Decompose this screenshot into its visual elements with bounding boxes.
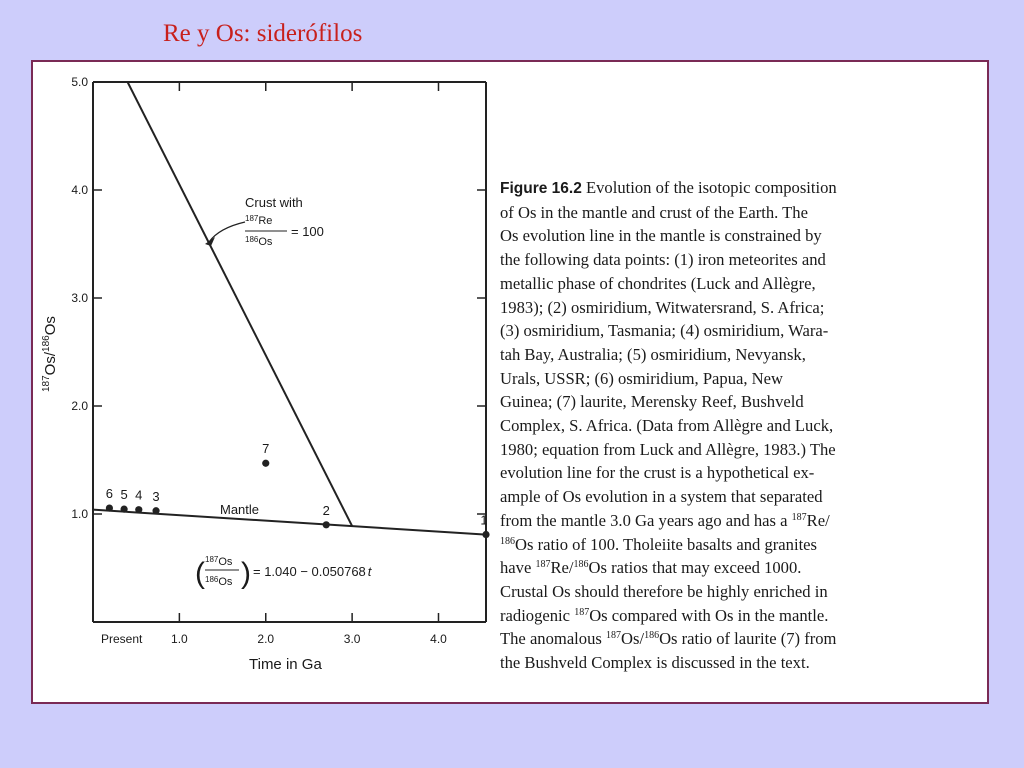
caption-line-20-mid: Os/ bbox=[621, 629, 645, 649]
caption-line-17-sup2: 186 bbox=[573, 559, 589, 571]
caption-line-15-post: Re/ bbox=[806, 510, 830, 530]
data-point-label-1: 1 bbox=[480, 512, 488, 528]
caption-line-3: Os evolution line in the mantle is constrained by bbox=[500, 226, 822, 246]
caption-line-9: Urals, USSR; (6) osmiridium, Papua, New bbox=[500, 368, 784, 388]
x-tick-label-1: 1.0 bbox=[171, 632, 188, 646]
series-label-mantle: Mantle bbox=[220, 502, 260, 517]
data-point-6 bbox=[106, 504, 113, 511]
y-axis-label-post: Os bbox=[42, 316, 59, 336]
equation-num: Os bbox=[218, 556, 233, 568]
data-point-4 bbox=[135, 506, 142, 513]
equation-den: Os bbox=[218, 576, 233, 588]
data-point-5 bbox=[120, 506, 127, 513]
equation-close-paren: ) bbox=[241, 557, 251, 590]
data-point-label-5: 5 bbox=[120, 487, 128, 503]
x-tick-label-2: 2.0 bbox=[257, 632, 275, 646]
x-tick-label-4: 4.0 bbox=[430, 632, 447, 646]
crust-label-line1: Crust with bbox=[245, 195, 303, 210]
y-axis-label-sup2: 186 bbox=[41, 335, 52, 352]
data-point-label-6: 6 bbox=[105, 486, 114, 502]
axis-ticks bbox=[71, 75, 486, 646]
equation-num-sup: 187 bbox=[205, 555, 219, 564]
svg-text:187Re bbox=[245, 214, 272, 227]
mantle-equation bbox=[195, 555, 373, 590]
data-point-label-2: 2 bbox=[322, 502, 330, 518]
caption-line-17-post: Os ratios that may exceed 1000. bbox=[588, 558, 802, 578]
caption-line-17-mid: Re/ bbox=[550, 558, 574, 578]
caption-line-15 bbox=[500, 509, 960, 533]
caption-line-15-sup: 187 bbox=[791, 511, 807, 523]
y-axis-label-mid: Os/ bbox=[42, 351, 59, 376]
caption-line-20-post: Os ratio of laurite (7) from bbox=[659, 629, 837, 649]
caption-line-5: metallic phase of chondrites (Luck and Allègre, bbox=[500, 273, 816, 293]
caption-line-1-rest: Evolution of the isotopic composition bbox=[581, 178, 837, 197]
y-tick-label-0: 1.0 bbox=[71, 507, 88, 521]
caption-line-17-pre: have bbox=[500, 558, 536, 578]
caption-line-20-pre: The anomalous bbox=[500, 629, 606, 649]
chart-series bbox=[93, 82, 486, 535]
x-axis-label: Time in Ga bbox=[249, 656, 322, 673]
data-point-1 bbox=[482, 531, 489, 538]
caption-line-19-pre: radiogenic bbox=[500, 605, 575, 625]
crust-ratio-label bbox=[245, 214, 324, 248]
svg-text:= 1.040 − 0.050768t bbox=[253, 564, 373, 579]
x-tick-label-3: 3.0 bbox=[343, 632, 361, 646]
figure-box bbox=[31, 60, 989, 704]
slide-title: Re y Os: siderófilos bbox=[163, 20, 363, 47]
caption-line-19 bbox=[500, 604, 960, 628]
figure-caption bbox=[500, 176, 960, 675]
caption-line-7: (3) osmiridium, Tasmania; (4) osmiridium, Wara- bbox=[500, 321, 829, 341]
data-point-3 bbox=[152, 507, 159, 514]
crust-ratio-den-sup: 186 bbox=[245, 235, 259, 244]
caption-line-16-sup: 186 bbox=[500, 535, 515, 547]
data-point-label-3: 3 bbox=[152, 488, 160, 504]
caption-line-19-sup: 187 bbox=[574, 606, 590, 618]
svg-text:186Os bbox=[245, 235, 273, 248]
svg-text:187Os bbox=[205, 555, 233, 568]
data-point-label-7: 7 bbox=[262, 441, 270, 457]
y-axis-label bbox=[41, 316, 59, 392]
y-tick-label-4: 5.0 bbox=[71, 75, 88, 89]
series-line-mantle bbox=[93, 510, 486, 535]
crust-pointer-arrow bbox=[209, 222, 245, 242]
equation-den-sup: 186 bbox=[205, 575, 219, 584]
caption-line-20-sup2: 186 bbox=[644, 630, 660, 642]
series-line-crust bbox=[128, 82, 353, 526]
caption-line-10: Guinea; (7) laurite, Merensky Reef, Bushveld bbox=[500, 392, 804, 412]
crust-ratio-eq: = 100 bbox=[291, 224, 324, 239]
caption-line-1 bbox=[500, 176, 960, 201]
caption-line-20-sup1: 187 bbox=[606, 630, 621, 642]
equation-rhs: = 1.040 − 0.050768 bbox=[253, 564, 366, 579]
caption-line-19-post: Os compared with Os in the mantle. bbox=[589, 605, 829, 625]
caption-line-17 bbox=[500, 556, 960, 580]
caption-line-13: evolution line for the crust is a hypothetical ex- bbox=[500, 463, 815, 483]
caption-line-16-post: Os ratio of 100. Tholeiite basalts and granites bbox=[515, 534, 818, 554]
equation-open-paren: ( bbox=[195, 557, 205, 590]
crust-ratio-num: Re bbox=[258, 215, 273, 227]
caption-line-6: 1983); (2) osmiridium, Witwatersrand, S. Africa; bbox=[500, 297, 825, 317]
crust-ratio-den: Os bbox=[258, 236, 273, 248]
caption-line-17-sup1: 187 bbox=[535, 559, 551, 571]
caption-line-4: the following data points: (1) iron meteorites and bbox=[500, 250, 826, 270]
caption-line-16 bbox=[500, 533, 960, 557]
data-point-7 bbox=[262, 460, 269, 467]
y-tick-label-2: 3.0 bbox=[71, 291, 88, 305]
caption-line-2: of Os in the mantle and crust of the Earth. The bbox=[500, 202, 808, 222]
y-tick-label-3: 4.0 bbox=[71, 183, 88, 197]
caption-line-8: tah Bay, Australia; (5) osmiridium, Nevyansk, bbox=[500, 344, 806, 364]
y-tick-label-1: 2.0 bbox=[71, 399, 88, 413]
caption-line-15-pre: from the mantle 3.0 Ga years ago and has a bbox=[500, 510, 792, 530]
equation-var: t bbox=[367, 564, 372, 579]
crust-ratio-num-sup: 187 bbox=[245, 214, 259, 223]
caption-line-12: 1980; equation from Luck and Allègre, 1983.) The bbox=[500, 439, 836, 459]
data-point-2 bbox=[323, 521, 330, 528]
x-tick-label-0: Present bbox=[101, 632, 143, 646]
caption-line-18: Crustal Os should therefore be highly enriched in bbox=[500, 581, 828, 601]
data-point-label-4: 4 bbox=[135, 487, 143, 503]
caption-figure-label: Figure 16.2 bbox=[500, 180, 582, 197]
caption-line-14: ample of Os evolution in a system that separated bbox=[500, 487, 823, 507]
svg-text:186Os bbox=[205, 575, 233, 588]
caption-line-11: Complex, S. Africa. (Data from Allègre and Luck, bbox=[500, 416, 834, 436]
caption-line-20 bbox=[500, 627, 960, 651]
caption-line-21: the Bushveld Complex is discussed in the text. bbox=[500, 653, 810, 673]
y-axis-label-sup1: 187 bbox=[41, 375, 52, 392]
